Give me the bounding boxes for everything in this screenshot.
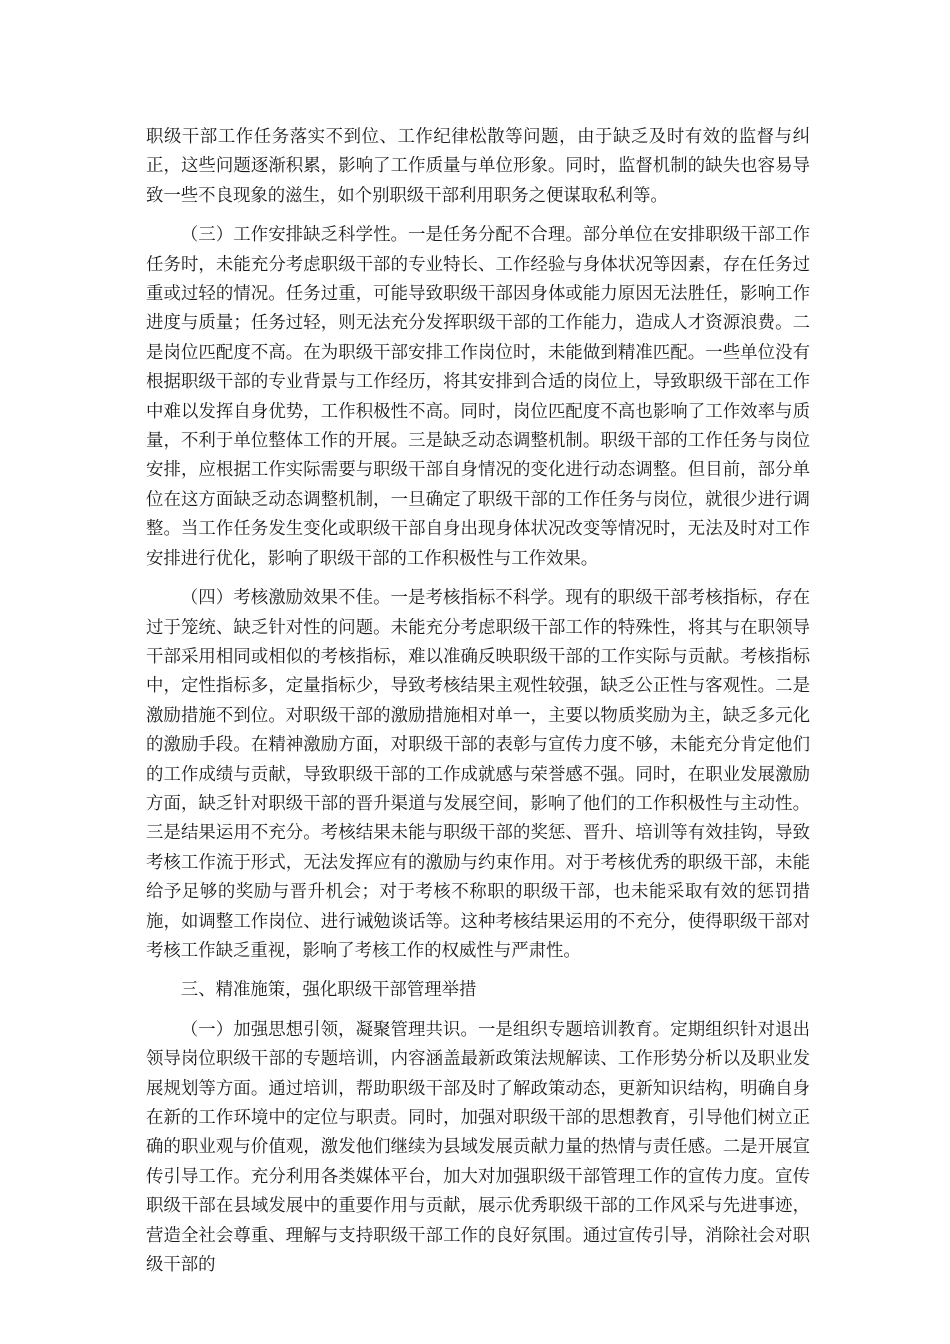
paragraph-supervision-continued: 职级干部工作任务落实不到位、工作纪律松散等问题，由于缺乏及时有效的监督与纠正，这些问题逐渐积累，影响了工作质量与单位形象。同时，监督机制的缺失也容易导致一些不良现象的滋生，如个别职级干部利用职务之便谋取私利等。 <box>146 127 810 206</box>
paragraph-ideological-guidance: （一）加强思想引领，凝聚管理共识。一是组织专题培训教育。定期组织针对退出领导岗位职级干部的专题培训，内容涵盖最新政策法规解读、工作形势分析以及职业发展规划等方面。通过培训，帮助职级干部及时了解政策动态，更新知识结构，明确自身在新的工作环境中的定位与职责。同时，加强对职级干部的思想教育，引导他们树立正确的职业观与价值观，激发他们继续为县域发展贡献力量的热情与责任感。二是开展宣传引导工作。充分利用各类媒体平台，加大对加强职级干部管理工作的宣传力度。宣传职级干部在县域发展中的重要作用与贡献，展示优秀职级干部的工作风采与先进事迹，营造全社会尊重、理解与支持职级干部工作的良好氛围。通过宣传引导，消除社会对职级干部的 <box>146 1019 810 1276</box>
paragraph-assessment-incentive: （四）考核激励效果不佳。一是考核指标不科学。现有的职级干部考核指标，存在过于笼统、缺乏针对性的问题。未能充分考虑职级干部工作的特殊性，将其与在职领导干部采用相同或相似的考核指标，难以准确反映职级干部的工作实际与贡献。考核指标中，定性指标多，定量指标少，导致考核结果主观性较强，缺乏公正性与客观性。二是激励措施不到位。对职级干部的激励措施相对单一，主要以物质奖励为主，缺乏多元化的激励手段。在精神激励方面，对职级干部的表彰与宣传力度不够，未能充分肯定他们的工作成绩与贡献，导致职级干部的工作成就感与荣誉感不强。同时，在职业发展激励方面，缺乏针对职级干部的晋升渠道与发展空间，影响了他们的工作积极性与主动性。三是结果运用不充分。考核结果未能与职级干部的奖惩、晋升、培训等有效挂钩，导致考核工作流于形式，无法发挥应有的激励与约束作用。对于考核优秀的职级干部，未能给予足够的奖励与晋升机会；对于考核不称职的职级干部，也未能采取有效的惩罚措施，如调整工作岗位、进行诫勉谈话等。这种考核结果运用的不充分，使得职级干部对考核工作缺乏重视，影响了考核工作的权威性与严肃性。 <box>146 588 810 961</box>
paragraph-work-arrangement: （三）工作安排缺乏科学性。一是任务分配不合理。部分单位在安排职级干部工作任务时，未能充分考虑职级干部的专业特长、工作经验与身体状况等因素，存在任务过重或过轻的情况。任务过重，可能导致职级干部因身体或能力原因无法胜任，影响工作进度与质量；任务过轻，则无法充分发挥职级干部的工作能力，造成人才资源浪费。二是岗位匹配度不高。在为职级干部安排工作岗位时，未能做到精准匹配。一些单位没有根据职级干部的专业背景与工作经历，将其安排到合适的岗位上，导致职级干部在工作中难以发挥自身优势，工作积极性不高。同时，岗位匹配度不高也影响了工作效率与质量，不利于单位整体工作的开展。三是缺乏动态调整机制。职级干部的工作任务与岗位安排，应根据工作实际需要与职级干部自身情况的变化进行动态调整。但目前，部分单位在这方面缺乏动态调整机制，一旦确定了职级干部的工作任务与岗位，就很少进行调整。当工作任务发生变化或职级干部自身出现身体状况改变等情况时，无法及时对工作安排进行优化，影响了职级干部的工作积极性与工作效果。 <box>146 225 810 569</box>
section-heading-measures: 三、精准施策，强化职级干部管理举措 <box>180 980 477 1001</box>
document-body <box>146 123 810 1280</box>
